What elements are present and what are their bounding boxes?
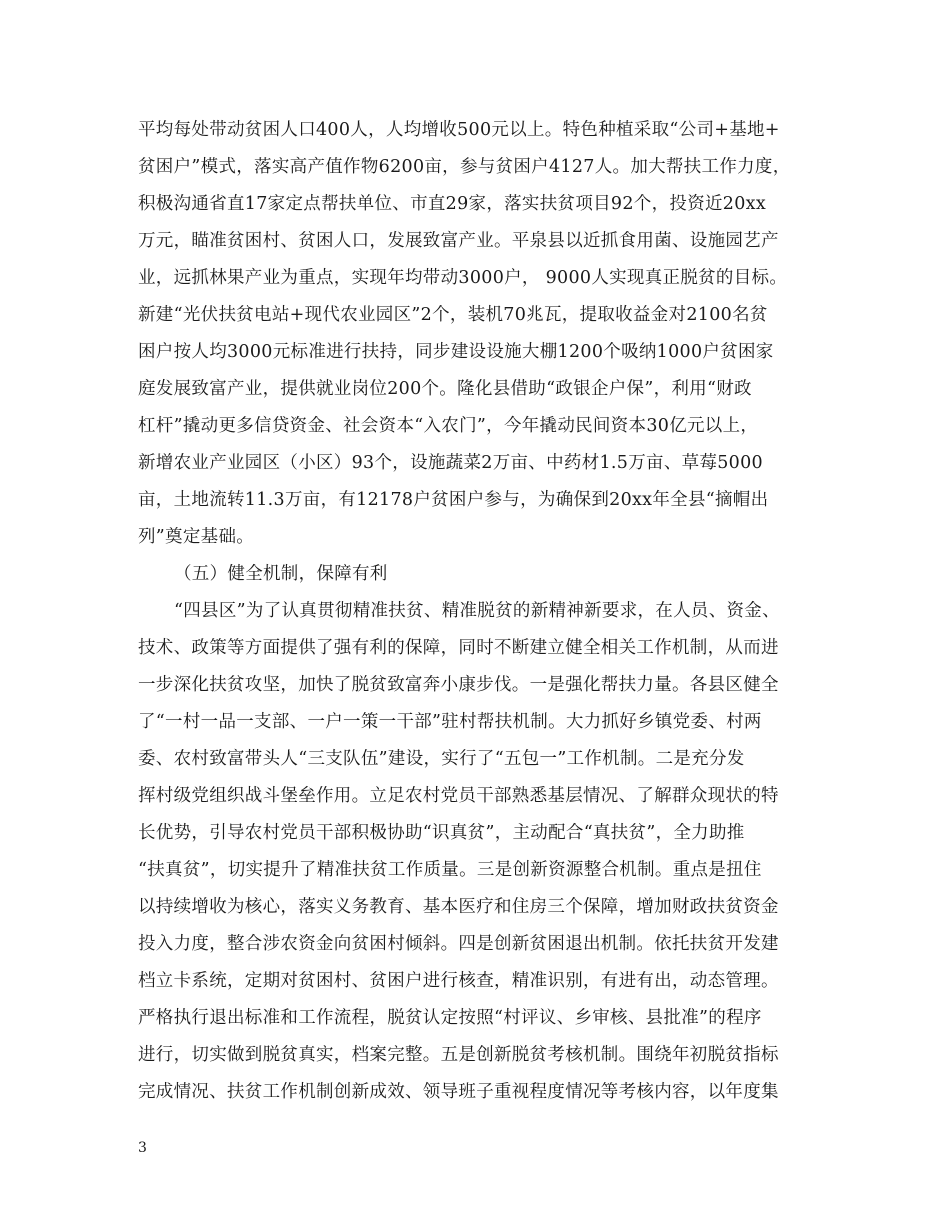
text-line: 严格执行退出标准和工作流程，脱贫认定按照“村评议、乡审核、县批准”的程序 bbox=[138, 1008, 762, 1028]
text-line: 投入力度，整合涉农资金向贫困村倾斜。四是创新贫困退出机制。依托扶贫开发建 bbox=[138, 934, 779, 954]
page-number: 3 bbox=[138, 1140, 147, 1156]
section-heading: （五）健全机制，保障有利 bbox=[174, 564, 388, 584]
text-line: 平均每处带动贫困人口400人，人均增收500元以上。特色种植采取“公司+基地+ bbox=[138, 120, 780, 140]
text-line: 新建“光伏扶贫电站+现代农业园区”2个，装机70兆瓦，提取收益金对2100名贫 bbox=[138, 305, 768, 325]
text-line: 完成情况、扶贫工作机制创新成效、领导班子重视程度情况等考核内容，以年度集 bbox=[138, 1082, 779, 1102]
text-line: 积极沟通省直17家定点帮扶单位、市直29家，落实扶贫项目92个，投资近20xx bbox=[138, 194, 767, 214]
text-line: 列”奠定基础。 bbox=[138, 527, 255, 547]
text-line: 挥村级党组织战斗堡垒作用。立足农村党员干部熟悉基层情况、了解群众现状的特 bbox=[138, 786, 779, 806]
text-line: 业，远抓林果产业为重点，实现年均带动3000户， 9000人实现真正脱贫的目标。 bbox=[138, 268, 788, 288]
text-line: 档立卡系统，定期对贫困村、贫困户进行核查，精准识别，有进有出，动态管理。 bbox=[138, 971, 779, 991]
text-line: “四县区”为了认真贯彻精准扶贫、精准脱贫的新精神新要求，在人员、资金、 bbox=[174, 601, 780, 621]
text-line: 长优势，引导农村党员干部积极协助“识真贫”，主动配合“真扶贫”，全力助推 bbox=[138, 823, 745, 843]
text-line: 庭发展致富产业，提供就业岗位200个。隆化县借助“政银企户保”，利用“财政 bbox=[138, 379, 752, 399]
text-line: 技术、政策等方面提供了强有利的保障，同时不断建立健全相关工作机制，从而进 bbox=[138, 638, 779, 658]
text-line: 亩，土地流转11.3万亩，有12178户贫困户参与，为确保到20xx年全县“摘帽出 bbox=[138, 490, 769, 510]
text-line: 万元，瞄准贫困村、贫困人口，发展致富产业。平泉县以近抓食用菌、设施园艺产 bbox=[138, 231, 779, 251]
text-line: 新增农业产业园区（小区）93个，设施蔬菜2万亩、中药材1.5万亩、草莓5000 bbox=[138, 453, 763, 473]
text-line: 进行，切实做到脱贫真实，档案完整。五是创新脱贫考核机制。围绕年初脱贫指标 bbox=[138, 1045, 779, 1065]
text-line: “扶真贫”，切实提升了精准扶贫工作质量。三是创新资源整合机制。重点是扭住 bbox=[138, 860, 762, 880]
text-line: 委、农村致富带头人“三支队伍”建设，实行了“五包一”工作机制。二是充分发 bbox=[138, 749, 745, 769]
text-line: 了“一村一品一支部、一户一策一干部”驻村帮扶机制。大力抓好乡镇党委、村两 bbox=[138, 712, 762, 732]
text-line: 困户按人均3000元标准进行扶持，同步建设设施大棚1200个吸纳1000户贫困家 bbox=[138, 342, 774, 362]
text-line: 以持续增收为核心，落实义务教育、基本医疗和住房三个保障，增加财政扶贫资金 bbox=[138, 897, 779, 917]
text-line: 杠杆”撬动更多信贷资金、社会资本“入农门”，今年撬动民间资本30亿元以上， bbox=[138, 416, 759, 436]
text-line: 一步深化扶贫攻坚，加快了脱贫致富奔小康步伐。一是强化帮扶力量。各县区健全 bbox=[138, 675, 779, 695]
text-line: 贫困户”模式，落实高产值作物6200亩，参与贫困户4127人。加大帮扶工作力度， bbox=[138, 157, 791, 177]
